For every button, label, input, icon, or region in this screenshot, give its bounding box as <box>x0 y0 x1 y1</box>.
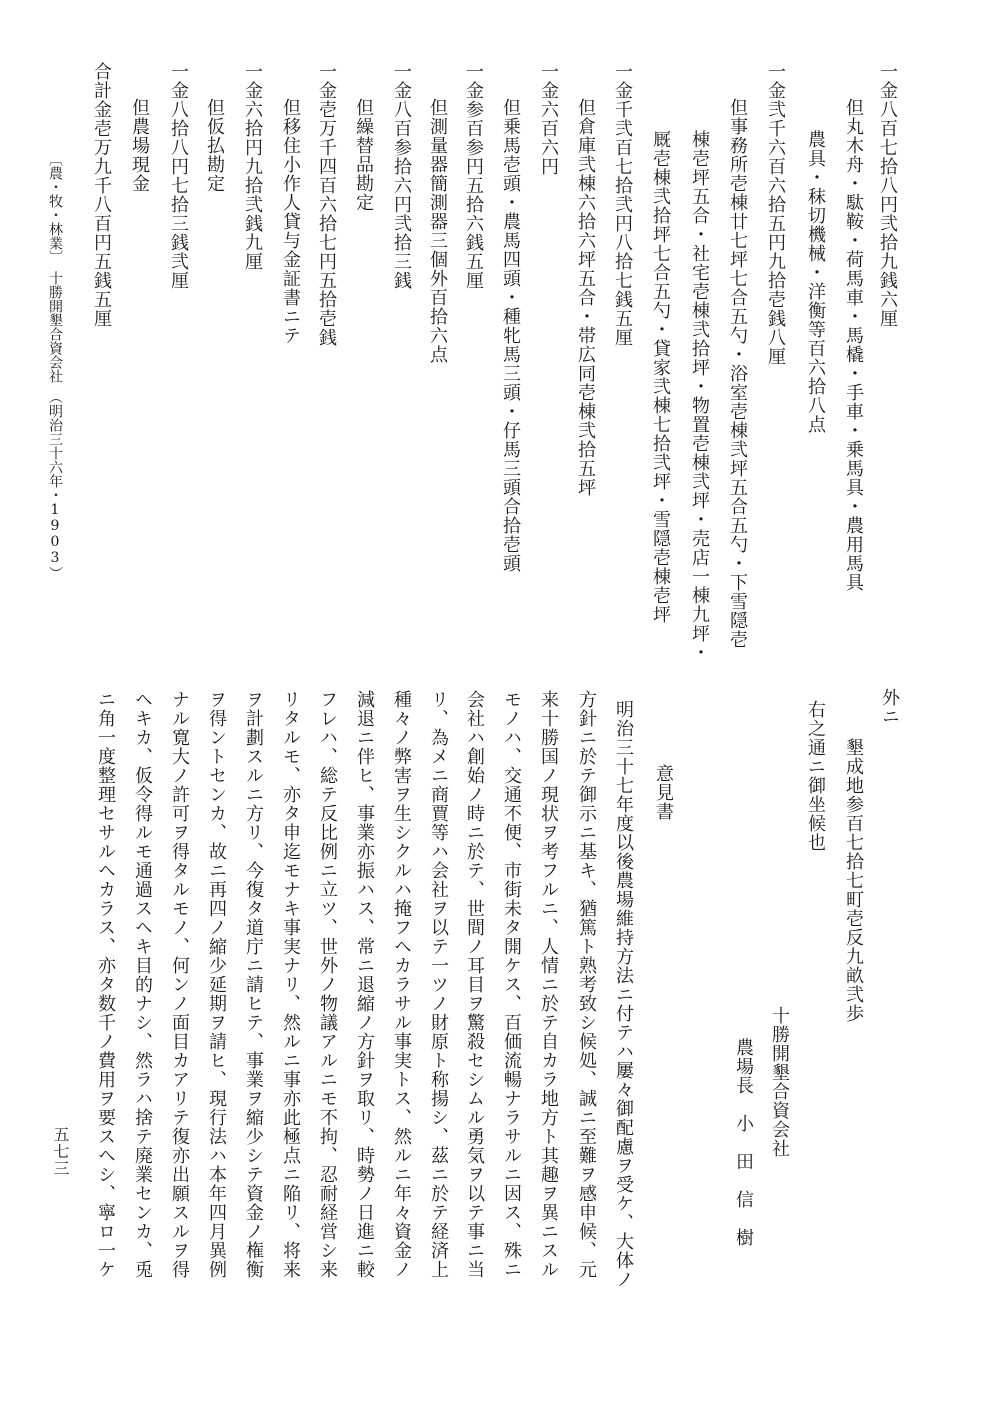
item-detail: 但事務所壱棟廿七坪七合五勺・浴室壱棟弐坪五合五勺・下雪隠壱 <box>727 98 748 649</box>
body-line: 種々ノ弊害ヲ生シクルハ掩フヘカラサル事実トス、然ルニ年々資金ノ <box>391 690 412 1279</box>
item-line: 一金壱万千四百六拾七円五拾壱銭 <box>316 62 337 347</box>
item-line: 一金六拾円九拾弐銭九厘 <box>242 62 263 271</box>
item-detail: 農具・秣切機械・洋衡等百六拾八点 <box>805 130 826 434</box>
body-line: フレハ、総テ反比例ニ立ツ、世外ノ物議アルニモ不拘、忍耐経営シ来 <box>317 690 338 1279</box>
item-line: 一金八拾八円七拾三銭弐厘 <box>168 62 189 290</box>
item-line: 一金参百参円五拾六銭五厘 <box>463 62 484 290</box>
running-header: 〔農・牧・林業〕 十勝開墾合資会社 （明治三十六年・1903） <box>47 152 63 580</box>
item-detail: 但丸木舟・駄鞍・荷馬車・馬橇・手車・乗馬具・農用馬具 <box>843 98 864 592</box>
page-number: 五七三 <box>51 1126 70 1177</box>
note-line: 墾成地参百七拾七町壱反九畝弐歩 <box>843 738 864 1023</box>
item-detail: 但農場現金 <box>129 98 150 193</box>
body-line: リタルモ、亦タ申迄モナキ事実ナリ、然ルニ事亦此極点ニ陥リ、将来 <box>280 690 301 1279</box>
item-detail: 但測量器簡測器三個外百拾六点 <box>427 98 448 364</box>
body-line: 会社ハ創始ノ時ニ於テ、世間ノ耳目ヲ驚殺セシムル勇気ヲ以テ事ニ当 <box>464 690 485 1279</box>
item-line: 一金弐千六百六拾五円九拾壱銭八厘 <box>765 62 786 366</box>
body-line: ヲ得ントセンカ、故ニ再四ノ縮少延期ヲ請ヒ、現行法ハ本年四月異例 <box>206 690 227 1279</box>
item-line: 一金八百七拾八円弐拾九銭六厘 <box>877 62 898 328</box>
item-detail: 但倉庫弐棟六拾六坪五合・帯広同壱棟弐拾五坪 <box>575 98 596 497</box>
item-detail: 但乗馬壱頭・農馬四頭・種牝馬三頭・仔馬三頭合拾壱頭 <box>500 98 521 573</box>
item-detail: 棟壱坪五合・社宅壱棟弐拾坪・物置壱棟弐坪・売店一棟九坪・ <box>689 130 710 662</box>
item-line: 一金千弐百七拾弐円八拾七銭五厘 <box>612 62 633 347</box>
body-line: ヲ計劃スルニ方リ、今復タ道庁ニ請ヒテ、事業ヲ縮少シテ資金ノ権衡 <box>243 690 264 1279</box>
body-line: 明治三十七年度以後農場維持方法ニ付テハ屢々御配慮ヲ受ケ、大体ノ <box>613 700 634 1289</box>
item-line: 一金八百参拾六円弐拾三銭 <box>391 62 412 290</box>
section-title: 意見書 <box>653 764 674 821</box>
body-line: 方針ニ於テ御示ニ基キ、猶篤ト熟考致シ候処、誠ニ至難ヲ感申候、元 <box>576 690 597 1279</box>
body-line: リ、為メニ商賈等ハ会社ヲ以テ一ツノ財原ト称揚シ、茲ニ於テ経済上 <box>428 690 449 1279</box>
total-line: 合計金壱万九千八百円五銭五厘 <box>91 62 112 328</box>
item-detail: 但仮払勘定 <box>204 98 225 193</box>
closing-line: 右之通ニ御坐候也 <box>805 700 826 852</box>
note-line: 外ニ <box>879 688 900 726</box>
item-line: 一金六百六円 <box>538 62 559 176</box>
signatory: 農場長 小 田 信 樹 <box>733 1038 754 1247</box>
body-line: モノハ、交通不便、市街未タ開ケス、百価流暢ナラサルニ因ス、殊ニ <box>501 690 522 1279</box>
body-line: ヘキカ、仮令得ルモ通過スヘキ目的ナシ、然ラハ捨テ廃業センカ、兎 <box>132 690 153 1279</box>
body-line: 来十勝国ノ現状ヲ考フルニ、人情ニ於テ自カラ地方ト其趣ヲ異ニスル <box>538 690 559 1279</box>
item-detail: 但移住小作人貸与金証書ニテ <box>280 98 301 345</box>
body-line: ニ角一度整理セサルヘカラス、亦タ数千ノ費用ヲ要スヘシ、寧ロ一ケ <box>95 690 116 1279</box>
body-line: ナル寛大ノ許可ヲ得タルモノ、何ンノ面目カアリテ復亦出願スルヲ得 <box>169 690 190 1279</box>
body-line: 減退ニ伴ヒ、事業亦振ハス、常ニ退縮ノ方針ヲ取リ、時勢ノ日進ニ較 <box>354 690 375 1279</box>
item-detail: 厩壱棟弐拾坪七合五勺・貸家弐棟七拾弐坪・雪隠壱棟壱坪 <box>650 130 671 624</box>
item-detail: 但繰替品勘定 <box>353 98 374 212</box>
company-name: 十勝開墾合資会社 <box>769 1006 790 1158</box>
